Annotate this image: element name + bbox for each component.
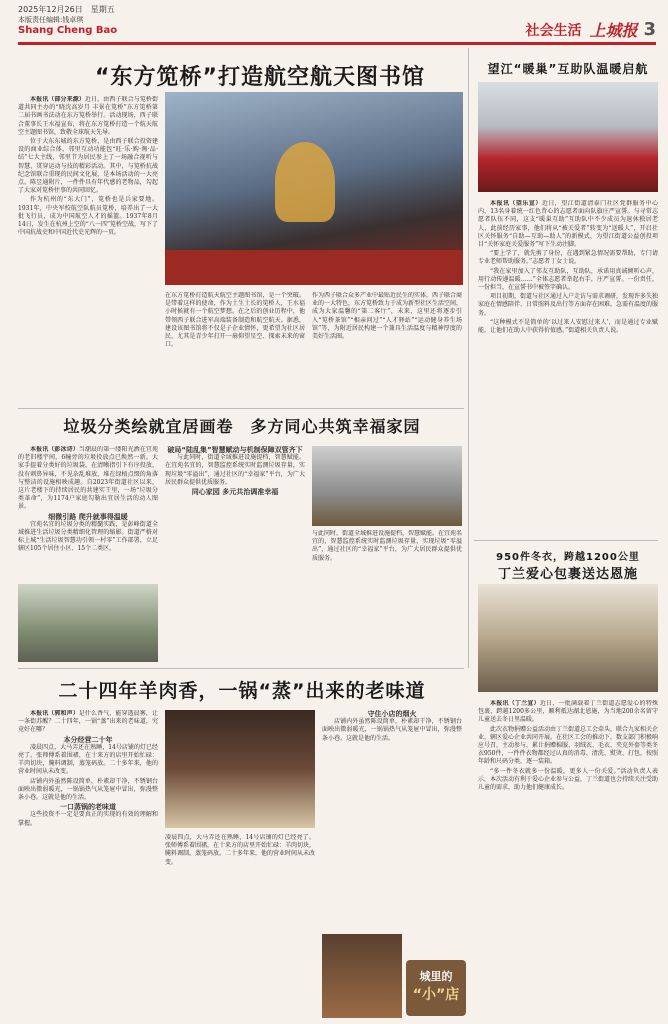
subhead: 守住小店的烟火: [367, 710, 417, 718]
headline-library: “东方笕桥”打造航空航天图书馆: [95, 65, 425, 90]
byline: 本报讯（丁兰宣）: [490, 700, 540, 707]
lamb-body-3: [322, 710, 462, 744]
article-waste-col3: [312, 530, 462, 662]
subhead: 破局“陆乱集”智慧赋动与机制保障双管齐下: [167, 446, 303, 454]
plaza-floor: [165, 250, 463, 285]
paragraph: 此次衣物捐赠公益活动由丁兰街道总工会牵头，联合九家相关企业，辖区爱心企业共同开展。在社区工会的推动下，数支部门积极响应号召，主动参与，累计捐赠棉服、羽绒衣、毛衣、夹克外套等类冬衣950件，一件件衣物都经过认真的消毒、清洗、熨烫、打包，按照年龄和尺码分类，逐一装箱。: [478, 725, 658, 766]
paragraph: 凌晨四点，大马弄还在熟睡，14号店铺的灯已经亮了。张师傅系着围裙，在十来方的店里开始忙碌：羊肉切块，腌料调制，蒸笼码放。二十多年来，他的营业时间从未改变。: [18, 743, 158, 776]
lamb-photo-2: [322, 934, 402, 1018]
byline: 本报讯（望乐宣）: [490, 200, 542, 207]
paragraph: 当潮晨的第一缕阳光洒在宜苑的老旧楼宇间，6幢旁的垃圾投放点已焕然一新。大家手提着分类好的垃圾袋，在清晰指引下有序投放，没有刺鼻异味，不见杂乱堆放，堆在绿植点缀的角落与整洁的设施相映成趣。自2023年街道社区以来，这片老楼下的持续居民的共建实干里，一场“垃圾分类革命”，为1174户家庭勾勒出宜居生活的动人图景。: [18, 446, 158, 511]
paragraph: 近日，望江街道清泰门社区党群服务中心内，13名身着统一红色背心的志愿者面向队旗庄严宣誓。与寻常志愿者队伍不同，这支“暖巢互助”互助队中不少成员为退休独居老人，此前经历家事，他们将从“被关爱者”转变为“送暖人”，开启社区关怀服务“自助—互助—助人”的新模式，为望江街道公益创投项目“关怀家庭关爱服务”写下生动注脚。: [478, 200, 658, 249]
paragraph: 与此同时，街道全域推进设施提档，智慧赋能。在宜苑名宜的，智慧监控系统实时监测垃圾存量，实现垃圾“零溢出”，通过社区的“幸福家”平台，为广大居民群众提供优质服务。: [312, 530, 462, 562]
byline: 本报讯（彭冰诗）: [30, 446, 79, 453]
brand-line: Shang Cheng Bao: [18, 25, 118, 36]
column-divider: [468, 48, 469, 668]
byline: 本报讯（郭和声）: [30, 710, 79, 717]
article-library-col3: [312, 292, 462, 402]
subhead: 一口蒸锅的老味道: [60, 803, 116, 812]
paper-logo: 上城报: [589, 21, 638, 40]
section-title: 社会生活: [525, 22, 582, 39]
section-masthead: [525, 18, 656, 41]
headline-waste: 垃圾分类绘就宜居画卷 多方同心共筑幸福家园: [63, 417, 421, 436]
subhead: 本分经营二十年: [63, 735, 113, 744]
section-rule: [474, 540, 658, 541]
paragraph: 近日，一批满载着丁兰街道志愿爱心的特殊包裹，跨越1200多公里，顺利抵达湖北恩施，为当地200余名留守儿童送去冬日里温暖。: [478, 700, 658, 724]
paragraph: “多一件冬衣就多一份温暖，更多人一份关爱。”活动负责人表示，本次活动有利于爱心企业参与公益，丁兰街道也会持续关注受助儿童的需求，助力他们健康成长。: [478, 767, 658, 792]
waste-body-2: [165, 446, 305, 496]
paragraph: 在东方笕桥打造航天航空主题图书馆，是一个突破。是带着这样的使命，作为土生土长的笕桥人，王水福小时候就有一个航空梦想。在之后的创业历程中，他带领西子联合进军高端装备制造和航空航天。据悉，建设该图书馆将不仅是子企业情怀，更希望为社区居民，尤其是青少年打开一扇仰望星空、探索未来的窗口。: [165, 292, 305, 349]
header-rule: [18, 42, 656, 45]
warmth-photo: [478, 82, 658, 192]
warmth-body: [478, 200, 658, 336]
paragraph: 近日，由西子联合与笕桥街道共同主办的“晓沈高岁月 丰景在笕桥”东方笕桥第二届书画书法动在东方笕桥举行。活动现场，西子联合董事长王水福宣布，将在东方笕桥打造一个航天航空主题图书馆，致敬全球航天先导。: [18, 96, 158, 136]
library-body: [18, 96, 158, 238]
article-warmth: [478, 200, 658, 532]
paragraph: 与此同时，街道全域推进设施提档，智慧赋能。在宜苑名宜的，智慧监控系统实时监测垃圾存量，实现垃圾“零溢出”，通过社区的“幸福家”平台，为广大居民群众提供优质服务。: [165, 454, 305, 486]
paragraph: 作为杭州的“东大门”，笕桥也是兵家要地。1931年，中央军校航空队航员笕桥，培养出了一大批飞行员，成为中国航空人才的摇篮。1937年8月14日，发生在杭州上空的“八一四”笕桥空战，写下了中国抗战史和中国近代史光辉的一页。: [18, 196, 158, 237]
section-rule: [18, 408, 464, 409]
lamb-photo: [165, 710, 315, 828]
paragraph: 店铺内外虽然陈设简单，朴素却干净，不锈钢台面映出微弱暖光，一锅锅热气从笼屉中冒出，弥漫整条小巷。这就是他的生活。: [18, 777, 158, 802]
article-library-col1: [18, 96, 158, 401]
article-lamb-col3: [322, 710, 462, 930]
paragraph: 项目初期，街道与社区通过入户走访与需求调研，发现许多失独家庭在情感陪伴、日常照料及出行等方面存在困难，急需有温度的服务。: [478, 293, 658, 317]
dingsan-body: [478, 700, 658, 793]
article-waste-col1: [18, 446, 158, 581]
article-dingsan: [478, 700, 658, 1018]
paragraph: 是什么香气，能穿透晨雾，让一条街苏醒？二十四年，一锅“蒸”出来的老味道，究竟好在哪？: [18, 710, 158, 734]
paragraph: 店铺内外虽然陈设简单，朴素却干净，不锈钢台面映出微弱暖光，一锅锅热气从笼屉中冒出，弥漫整条小巷。这就是他的生活。: [322, 718, 462, 742]
issue-date: 2025年12月26日 星期五: [18, 5, 115, 14]
paragraph: 宜苑名宜的垃圾分类的精髓实践，是彭峰街道全域推进生活垃圾分类精细化管理的缩影。街道严格对标上城“生活垃圾智慧功引领一村零”工作部署，立足辖区105个居住小区、15个二类区。: [18, 520, 158, 553]
sculpture-shape: [275, 142, 335, 222]
paragraph: 位于大东东城的东方笕桥，是由西子联合投资建设的商业综合体，邻里互动功能包“旺·乐·购·淘·品·结”七大主线，邻里节为居民参上了一场融合视听与智慧、贯穿运动与技的精彩活动。其中，与笕桥抗战纪念馆联合重现的民间文化展，是本场活动的一大亮点。陈昱通附片，一件件具有年代感的老物品，勾起了大家对笕桥往事的共同回忆。: [18, 138, 158, 195]
headline-dingsan: 丁兰爱心包裹送达恩施: [497, 567, 638, 582]
section-rule: [18, 668, 464, 669]
dingsan-photo: [478, 584, 658, 692]
page-number: 3: [643, 19, 656, 40]
paragraph: 作为西子联合众多产业中最贴近民生的实体，西子联合商业的一大特色，东方笕桥致力于成为新型社区生活空间，成为大家温馨的“第二客厅”，未来，这里还将逐步引入“笕桥茶馆”“相亲问过”“人才驿站”“运动健身养生场馆”等，为附近居民构建一个兼具生活温度与精神厚度的美好生活圈。: [312, 292, 462, 341]
byline: 本报讯（部分来源）: [30, 96, 85, 103]
paragraph: “这种模式不是简单的‘以过来人安慰过来人’，而是通过专业赋能，让他们在助人中获得价值感。”街道相关负责人说。: [478, 318, 658, 335]
waste-photo: [18, 584, 158, 662]
subhead: 同心家园 多元共治调准幸福: [191, 488, 279, 497]
library-photo: [165, 92, 463, 285]
corner-badge-line2: “小”店: [412, 987, 460, 1003]
paragraph: “我在家里加入了邻友互助队，互助队，承诺用真诚倾听心声，用行动传递温暖……”全体志愿者举起右手，庄严宣誓。一份责任，一份担当，在宣誓书中被签字确认。: [478, 267, 658, 292]
corner-badge-line1: 城里的: [419, 970, 453, 983]
headline-dingsan-top: 950件冬衣，跨越1200公里: [496, 552, 640, 563]
article-lamb-col1: [18, 710, 158, 1018]
article-waste-col2: [165, 446, 305, 662]
waste-photo-2: [312, 446, 462, 526]
paragraph: 凌晨四点，大马弄还在熟睡，14号店铺的灯已经亮了。张师傅系着围裙，在十来方的店里开始忙碌：羊肉切块，腌料调制，蒸笼码放。二十多年来，他的营业时间从未改变。: [165, 834, 315, 866]
corner-badge: [406, 960, 466, 1016]
page-header: [18, 4, 218, 37]
subhead: 细微引路 爬升就事得温暖: [48, 512, 128, 521]
headline-lamb: 二十四年羊肉香，一锅“蒸”出来的老味道: [58, 680, 426, 702]
editor-line: 本版责任编辑:钱卓琪: [18, 16, 84, 24]
article-lamb-col2: [165, 834, 315, 1018]
paragraph: “要上学了，就先剪了身份，在遇到紧急情况需要帮助，专门请专业老师帮助服务。”志愿者丁女士说。: [478, 250, 658, 266]
article-library-col2: [165, 292, 305, 402]
lamb-body: [18, 710, 158, 829]
waste-body: [18, 446, 158, 555]
paragraph: 这些投资不一定是要真正的实现的有效的理解和掌握。: [18, 811, 158, 827]
headline-warmth: 望江“暖巢”互助队温暖启航: [487, 62, 649, 76]
